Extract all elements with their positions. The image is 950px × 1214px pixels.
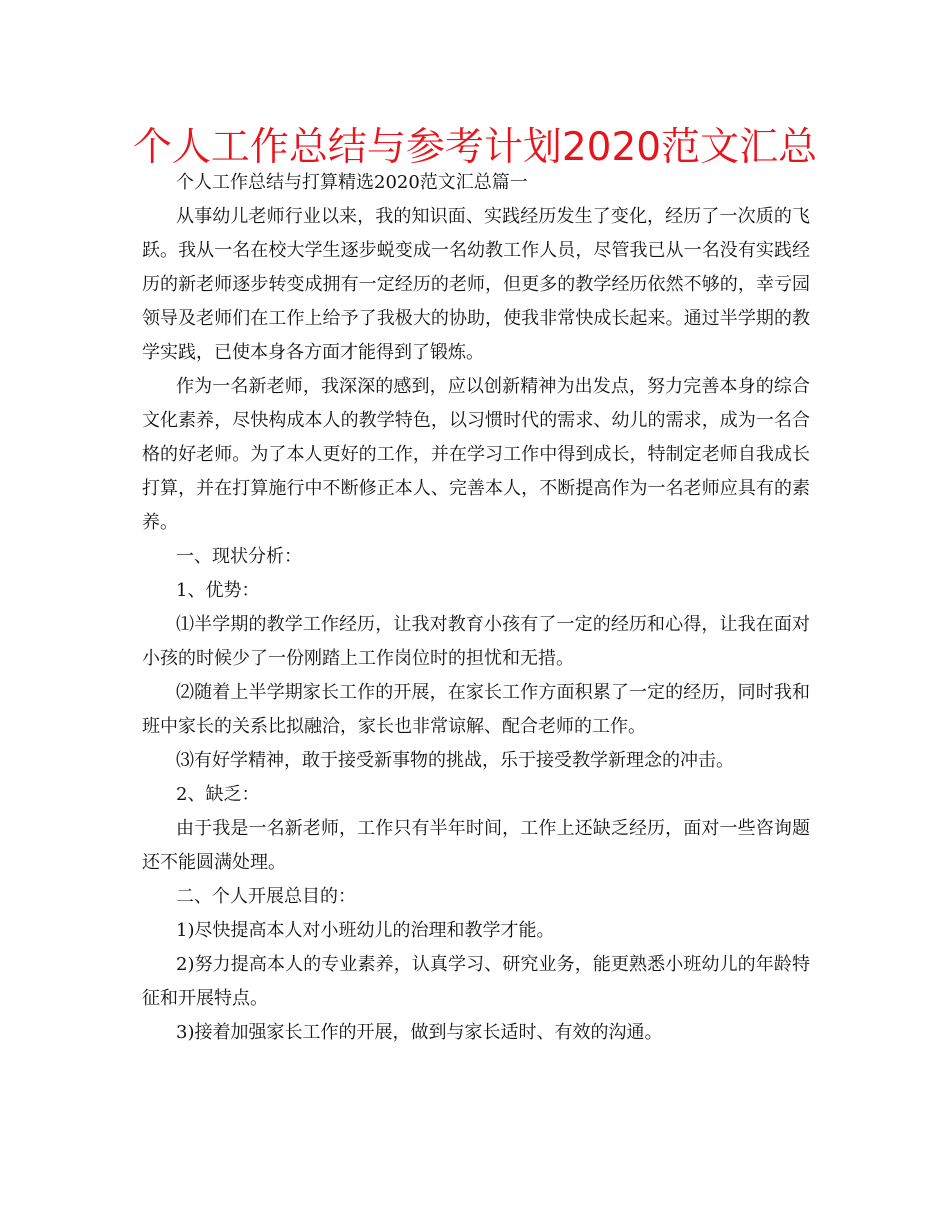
paragraph: ⑵随着上半学期家长工作的开展，在家长工作方面积累了一定的经历，同时我和班中家长的关系比拟融洽，家长也非常谅解、配合老师的工作。 <box>142 682 810 737</box>
paragraph: 个人工作总结与打算精选2020范文汇总篇一 <box>176 172 528 193</box>
paragraph: 由于我是一名新老师，工作只有半年时间，工作上还缺乏经历，面对一些咨询题还不能圆满处理。 <box>142 818 810 873</box>
document-body <box>142 166 810 1050</box>
paragraph: 一、现状分析： <box>176 546 302 567</box>
paragraph: 1、优势： <box>176 580 260 601</box>
paragraph: 2、缺乏： <box>176 784 260 805</box>
document-title: 个人工作总结与参考计划2020范文汇总 <box>132 125 818 170</box>
paragraph: 作为一名新老师，我深深的感到，应以创新精神为出发点，努力完善本身的综合文化素养，尽快构成本人的教学特色，以习惯时代的需求、幼儿的需求，成为一名合格的好老师。为了本人更好的工作，并在学习工作中得到成长，特制定老师自我成长打算，并在打算施行中不断修正本人、完善本人，不断提高作为一名老师应具有的素养。 <box>142 376 810 533</box>
paragraph: ⑴半学期的教学工作经历，让我对教育小孩有了一定的经历和心得，让我在面对小孩的时候少了一份刚踏上工作岗位时的担忧和无措。 <box>142 614 810 669</box>
paragraph: 1)尽快提高本人对小班幼儿的治理和教学才能。 <box>176 920 555 941</box>
paragraph: 2)努力提高本人的专业素养，认真学习、研究业务，能更熟悉小班幼儿的年龄特征和开展特点。 <box>142 954 810 1009</box>
paragraph: 二、个人开展总目的： <box>176 886 356 907</box>
paragraph: ⑶有好学精神，敢于接受新事物的挑战，乐于接受教学新理念的冲击。 <box>176 750 734 771</box>
paragraph: 从事幼儿老师行业以来，我的知识面、实践经历发生了变化，经历了一次质的飞跃。我从一名在校大学生逐步蜕变成一名幼教工作人员，尽管我已从一名没有实践经历的新老师逐步转变成拥有一定经历的老师，但更多的教学经历依然不够的，幸亏园领导及老师们在工作上给予了我极大的协助，使我非常快成长起来。通过半学期的教学实践，已使本身各方面才能得到了锻炼。 <box>142 206 810 363</box>
paragraph: 3)接着加强家长工作的开展，做到与家长适时、有效的沟通。 <box>176 1022 663 1043</box>
